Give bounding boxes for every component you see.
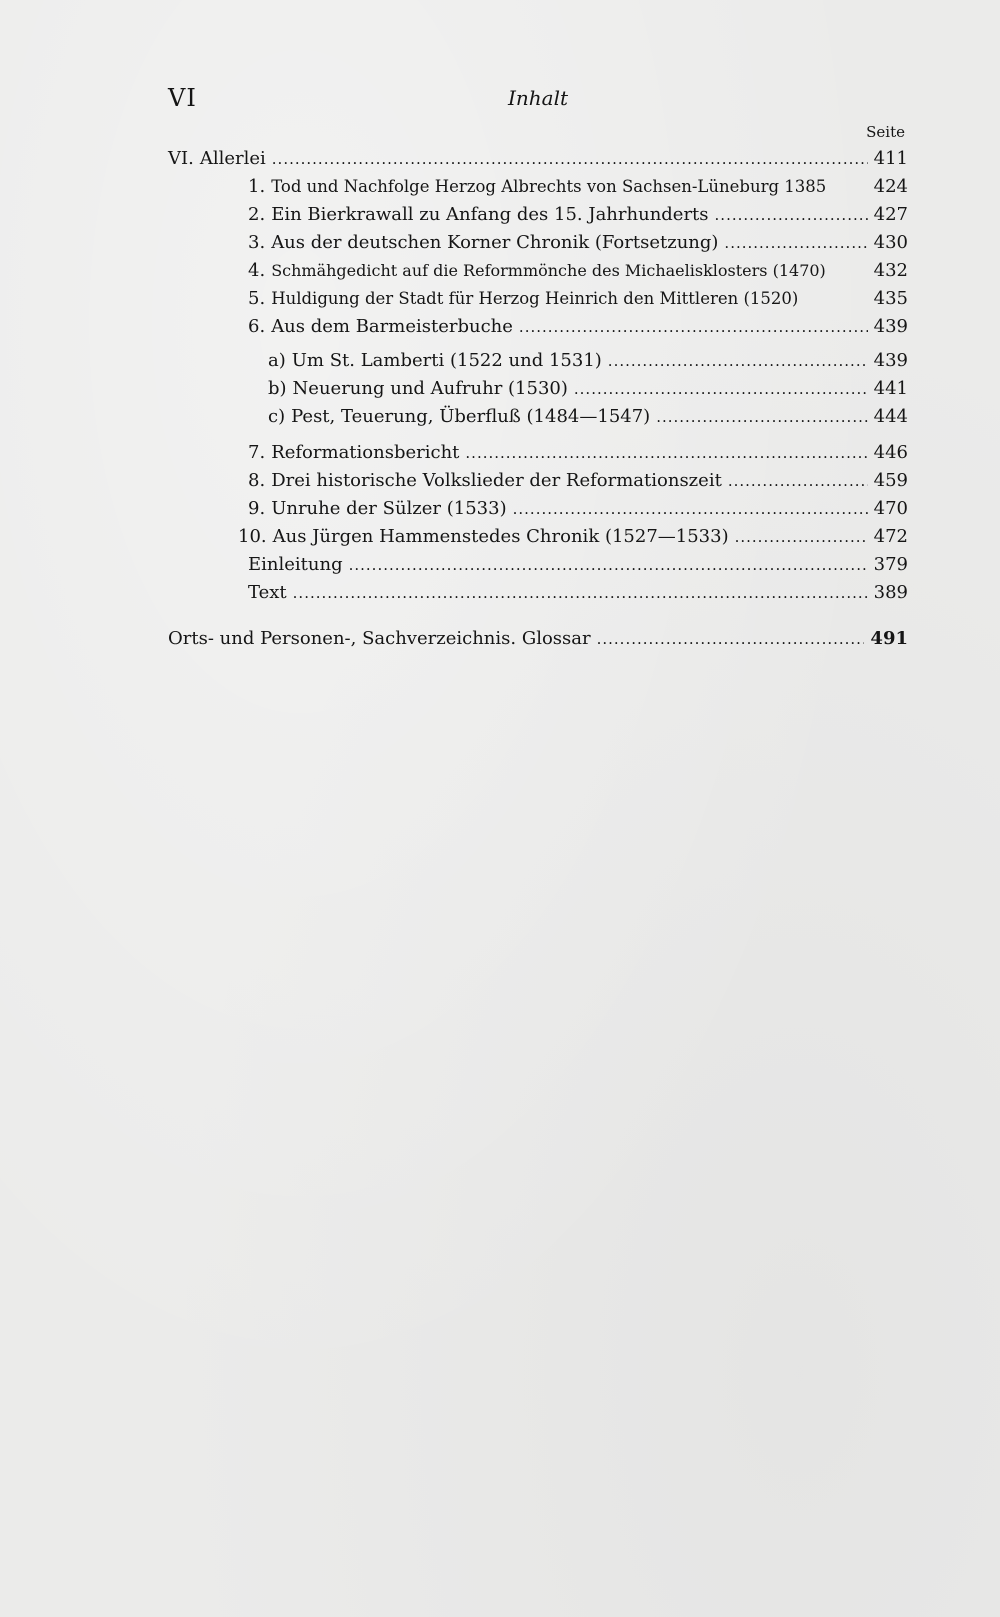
toc-page-number: 379 bbox=[873, 554, 908, 575]
toc-number: 9. bbox=[248, 498, 266, 519]
toc-number: 8. bbox=[248, 470, 266, 491]
toc-number: VI. bbox=[168, 148, 194, 169]
toc-title: Schmähgedicht auf die Reformmönche des Michaelisklosters (1470) bbox=[271, 261, 826, 280]
running-head-title: Inhalt bbox=[507, 86, 569, 110]
dot-leader bbox=[272, 150, 868, 168]
toc-title: Einleitung bbox=[248, 554, 343, 575]
toc-number: 4. bbox=[248, 260, 266, 281]
toc-page-number: 439 bbox=[873, 350, 908, 371]
dot-leader bbox=[349, 556, 868, 574]
toc-title: Drei historische Volkslieder der Reformationszeit bbox=[271, 470, 722, 491]
toc-number: b) bbox=[268, 378, 287, 399]
toc-page-number: 411 bbox=[873, 148, 908, 169]
toc-number: 7. bbox=[248, 442, 266, 463]
toc-page-number: 424 bbox=[873, 176, 908, 197]
toc-number: 5. bbox=[248, 288, 266, 309]
toc-title: Reformationsbericht bbox=[271, 442, 460, 463]
running-head bbox=[168, 84, 908, 114]
dot-leader bbox=[465, 444, 867, 462]
toc-title: Aus der deutschen Korner Chronik (Fortsetzung) bbox=[271, 232, 719, 253]
toc-number: 10. bbox=[238, 526, 267, 547]
toc-page-number: 444 bbox=[873, 406, 908, 427]
toc-entry-introduction[interactable] bbox=[248, 554, 908, 580]
dot-leader bbox=[597, 630, 865, 648]
toc-title: Ein Bierkrawall zu Anfang des 15. Jahrhunderts bbox=[271, 204, 709, 225]
toc-number: c) bbox=[268, 406, 286, 427]
toc-page-number: 389 bbox=[873, 582, 908, 603]
toc-title: Orts- und Personen-, Sachverzeichnis. Glossar bbox=[168, 628, 591, 649]
dot-leader bbox=[715, 206, 868, 224]
toc-entry[interactable] bbox=[248, 232, 908, 258]
toc-entry[interactable] bbox=[248, 176, 908, 202]
toc-entry[interactable] bbox=[238, 526, 908, 552]
toc-page-number: 435 bbox=[873, 288, 908, 309]
toc-title: Neuerung und Aufruhr (1530) bbox=[292, 378, 568, 399]
toc-title: Unruhe der Sülzer (1533) bbox=[271, 498, 507, 519]
toc-entry-text[interactable] bbox=[248, 582, 908, 608]
toc-number: 3. bbox=[248, 232, 266, 253]
toc-title: Aus dem Barmeisterbuche bbox=[271, 316, 513, 337]
toc-page-number: 441 bbox=[873, 378, 908, 399]
toc-page-number: 432 bbox=[873, 260, 908, 281]
toc-title: Tod und Nachfolge Herzog Albrechts von Sachsen-Lüneburg 1385 bbox=[271, 177, 827, 196]
toc-entry[interactable] bbox=[248, 470, 908, 496]
dot-leader bbox=[724, 234, 867, 252]
page-column-label: Seite bbox=[866, 123, 905, 141]
toc-number: a) bbox=[268, 350, 286, 371]
dot-leader bbox=[608, 352, 868, 370]
toc-number: 6. bbox=[248, 316, 266, 337]
toc-page-number: 472 bbox=[873, 526, 908, 547]
dot-leader bbox=[293, 584, 868, 602]
toc-entry[interactable] bbox=[248, 204, 908, 230]
dot-leader bbox=[519, 318, 868, 336]
toc-entry[interactable] bbox=[248, 498, 908, 524]
dot-leader bbox=[656, 408, 867, 426]
toc-page-number: 439 bbox=[873, 316, 908, 337]
dot-leader bbox=[735, 528, 868, 546]
toc-title: Um St. Lamberti (1522 und 1531) bbox=[291, 350, 602, 371]
dot-leader bbox=[728, 472, 868, 490]
toc-title: Aus Jürgen Hammenstedes Chronik (1527—1533) bbox=[272, 526, 729, 547]
toc-entry-index[interactable] bbox=[168, 628, 908, 654]
toc-title: Allerlei bbox=[199, 148, 266, 169]
toc-page-number: 430 bbox=[873, 232, 908, 253]
toc-section-entry[interactable] bbox=[168, 148, 908, 174]
toc-title: Text bbox=[248, 582, 287, 603]
toc-title: Huldigung der Stadt für Herzog Heinrich den Mittleren (1520) bbox=[271, 289, 799, 308]
toc-page-number: 491 bbox=[870, 628, 908, 649]
toc-entry[interactable] bbox=[248, 260, 908, 286]
toc-page-number: 446 bbox=[873, 442, 908, 463]
toc-page-number: 470 bbox=[873, 498, 908, 519]
toc-entry[interactable] bbox=[248, 442, 908, 468]
toc-subentry[interactable] bbox=[268, 406, 908, 432]
toc-subentry[interactable] bbox=[268, 378, 908, 404]
dot-leader bbox=[574, 380, 868, 398]
toc-page-number: 459 bbox=[873, 470, 908, 491]
toc-page-number: 427 bbox=[873, 204, 908, 225]
page-number: VI bbox=[168, 84, 197, 112]
toc-title: Pest, Teuerung, Überfluß (1484—1547) bbox=[291, 406, 651, 427]
toc-subentry[interactable] bbox=[268, 350, 908, 376]
toc-number: 2. bbox=[248, 204, 266, 225]
toc-entry[interactable] bbox=[248, 288, 908, 314]
toc-entry[interactable] bbox=[248, 316, 908, 342]
toc-number: 1. bbox=[248, 176, 266, 197]
dot-leader bbox=[513, 500, 868, 518]
